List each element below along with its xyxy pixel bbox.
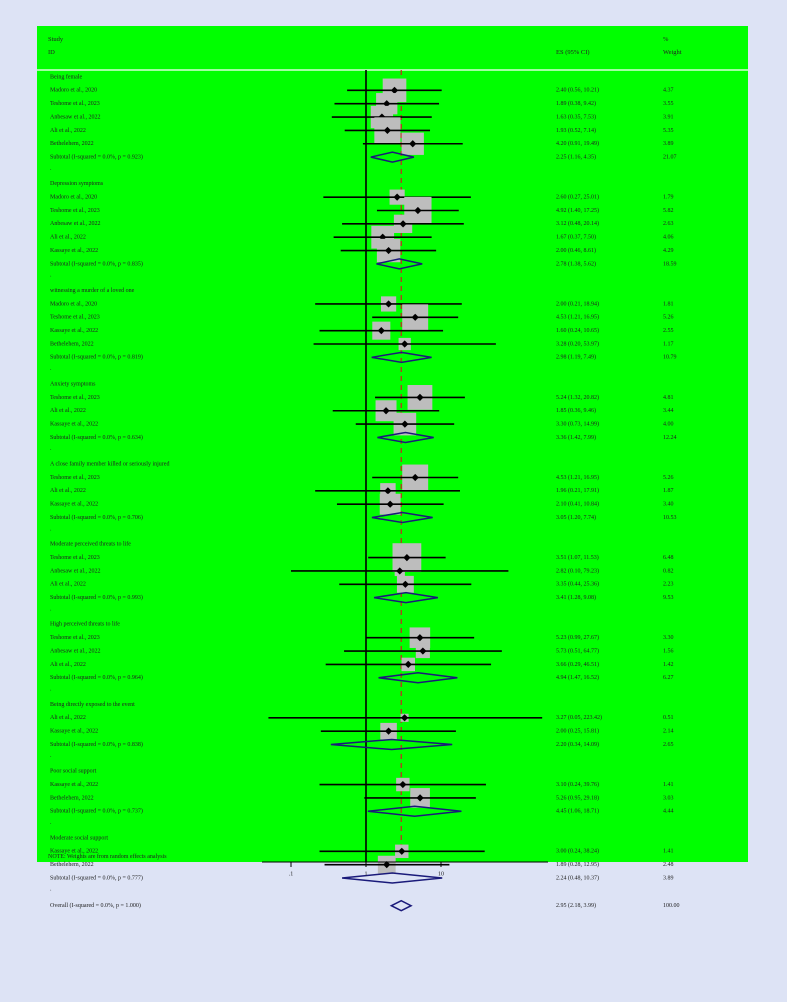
es-ci-text: 4.53 (1.21, 16.95): [556, 474, 599, 481]
weight-text: 1.56: [663, 648, 674, 655]
es-ci-text: 3.35 (0.44, 25.36): [556, 581, 599, 588]
es-ci-text: 1.89 (0.28, 12.95): [556, 862, 599, 869]
header-es: ES (95% CI): [556, 49, 590, 56]
subtotal-es-text: 2.24 (0.48, 10.37): [556, 875, 599, 882]
study-label: Kassaye et al., 2022: [50, 781, 99, 788]
weight-text: 6.48: [663, 554, 674, 561]
weight-text: 4.00: [663, 421, 674, 428]
study-label: Ali et al., 2022: [50, 581, 86, 588]
subtotal-weight-text: 18.59: [663, 261, 677, 268]
subtotal-label: Subtotal (I-squared = 0.0%, p = 0.737): [50, 808, 143, 815]
subtotal-weight-text: 3.89: [663, 875, 674, 882]
subtotal-weight-text: 2.65: [663, 741, 674, 748]
study-label: Kassaye et al., 2022: [50, 328, 99, 335]
es-ci-text: 2.00 (0.25, 15.81): [556, 728, 599, 735]
es-ci-text: 1.67 (0.37, 7.50): [556, 234, 596, 241]
study-label: Ali et al., 2022: [50, 408, 86, 415]
header-id: ID: [48, 49, 55, 56]
axis-tick-label: 1: [364, 871, 368, 878]
es-ci-text: 5.24 (1.32, 20.82): [556, 394, 599, 401]
subtotal-label: Subtotal (I-squared = 0.0%, p = 0.777): [50, 875, 143, 882]
es-ci-text: 3.12 (0.48, 20.14): [556, 221, 599, 228]
weight-text: 2.23: [663, 581, 674, 588]
study-label: Anbesaw et al., 2022: [50, 221, 101, 228]
overall-label: Overall (I-squared = 0.0%, p = 1.000): [50, 903, 141, 910]
study-label: Anbesaw et al., 2022: [50, 568, 101, 575]
subtotal-es-text: 4.45 (1.06, 18.71): [556, 808, 599, 815]
weight-text: 5.26: [663, 314, 674, 321]
spacer-dot: .: [50, 366, 52, 373]
es-ci-text: 2.60 (0.27, 25.01): [556, 194, 599, 201]
study-label: Teshome et al., 2023: [50, 394, 100, 401]
subtotal-label: Subtotal (I-squared = 0.0%, p = 0.706): [50, 514, 143, 521]
study-label: Bethelehem, 2022: [50, 141, 94, 148]
es-ci-text: 3.28 (0.20, 53.97): [556, 341, 599, 348]
study-label: Kassaye et al., 2022: [50, 247, 99, 254]
header-study: Study: [48, 36, 64, 43]
weight-text: 2.63: [663, 221, 674, 228]
weight-text: 1.79: [663, 194, 674, 201]
weight-text: 1.81: [663, 301, 674, 308]
study-label: Ali et al., 2022: [50, 715, 86, 722]
es-ci-text: 1.63 (0.35, 7.53): [556, 114, 596, 121]
subtotal-es-text: 2.25 (1.16, 4.35): [556, 154, 596, 161]
note-text: NOTE: Weights are from random effects analysis: [48, 854, 167, 860]
es-ci-text: 5.23 (0.99, 27.67): [556, 635, 599, 642]
overall-weight-text: 100.00: [663, 903, 680, 910]
weight-text: 1.17: [663, 341, 674, 348]
study-label: Ali et al., 2022: [50, 488, 86, 495]
subtotal-weight-text: 21.07: [663, 154, 677, 161]
weight-text: 3.30: [663, 635, 674, 642]
subtotal-weight-text: 12.24: [663, 434, 677, 441]
es-ci-text: 2.82 (0.10, 79.23): [556, 568, 599, 575]
es-ci-text: 3.30 (0.73, 14.99): [556, 421, 599, 428]
weight-text: 3.55: [663, 101, 674, 108]
axis-tick-label: .1: [288, 871, 294, 878]
weight-text: 2.55: [663, 328, 674, 335]
study-label: Madoro et al., 2020: [50, 194, 98, 201]
weight-text: 5.82: [663, 207, 674, 214]
weight-text: 4.37: [663, 87, 674, 94]
es-ci-text: 3.27 (0.05, 223.42): [556, 715, 602, 722]
weight-text: 2.14: [663, 728, 674, 735]
subtotal-es-text: 4.94 (1.47, 16.52): [556, 675, 599, 682]
es-ci-text: 1.89 (0.38, 9.42): [556, 101, 596, 108]
es-ci-text: 2.00 (0.46, 8.61): [556, 247, 596, 254]
study-label: Madoro et al., 2020: [50, 87, 98, 94]
es-ci-text: 4.53 (1.21, 16.95): [556, 314, 599, 321]
es-ci-text: 5.26 (0.95, 29.18): [556, 795, 599, 802]
axis-tick-label: 10: [438, 871, 444, 878]
study-label: Teshome et al., 2023: [50, 101, 100, 108]
study-label: Kassaye et al., 2022: [50, 728, 99, 735]
subtotal-label: Subtotal (I-squared = 0.0%, p = 0.835): [50, 261, 143, 268]
subtotal-es-text: 2.98 (1.19, 7.49): [556, 354, 596, 361]
weight-text: 3.44: [663, 408, 674, 415]
study-label: Bethelehem, 2022: [50, 795, 94, 802]
group-heading: Being directly exposed to the event: [50, 701, 135, 708]
weight-text: 0.82: [663, 568, 674, 575]
subtotal-label: Subtotal (I-squared = 0.0%, p = 0.634): [50, 434, 143, 441]
group-heading: A close family member killed or seriously injured: [50, 461, 170, 468]
spacer-dot: .: [50, 606, 52, 613]
header-weight: Weight: [663, 49, 682, 56]
group-heading: Moderate perceived threats to life: [50, 541, 131, 548]
group-heading: High perceived threats to life: [50, 621, 120, 628]
subtotal-label: Subtotal (I-squared = 0.0%, p = 0.819): [50, 354, 143, 361]
study-label: Teshome et al., 2023: [50, 474, 100, 481]
study-label: Anbesaw et al., 2022: [50, 648, 101, 655]
es-ci-text: 5.73 (0.51, 64.77): [556, 648, 599, 655]
es-ci-text: 4.20 (0.91, 19.49): [556, 141, 599, 148]
subtotal-weight-text: 6.27: [663, 675, 674, 682]
study-label: Teshome et al., 2023: [50, 554, 100, 561]
group-heading: Poor social support: [50, 768, 97, 775]
subtotal-weight-text: 4.44: [663, 808, 674, 815]
es-ci-text: 1.85 (0.36, 9.46): [556, 408, 596, 415]
weight-text: 4.29: [663, 247, 674, 254]
subtotal-es-text: 2.78 (1.38, 5.62): [556, 261, 596, 268]
es-ci-text: 3.51 (1.07, 11.53): [556, 554, 599, 561]
es-ci-text: 1.60 (0.24, 10.65): [556, 328, 599, 335]
weight-text: 1.42: [663, 661, 674, 668]
study-label: Kassaye et al., 2022: [50, 848, 99, 855]
subtotal-es-text: 3.36 (1.42, 7.99): [556, 434, 596, 441]
es-ci-text: 2.00 (0.21, 18.94): [556, 301, 599, 308]
study-label: Teshome et al., 2023: [50, 635, 100, 642]
group-heading: Being female: [50, 74, 83, 81]
weight-text: 4.06: [663, 234, 674, 241]
subtotal-label: Subtotal (I-squared = 0.0%, p = 0.923): [50, 154, 143, 161]
study-label: Teshome et al., 2023: [50, 314, 100, 321]
subtotal-label: Subtotal (I-squared = 0.0%, p = 0.993): [50, 595, 143, 602]
study-label: Kassaye et al., 2022: [50, 501, 99, 508]
study-label: Ali et al., 2022: [50, 127, 86, 134]
spacer-dot: .: [50, 446, 52, 453]
es-ci-text: 2.10 (0.41, 10.84): [556, 501, 599, 508]
subtotal-es-text: 3.05 (1.20, 7.74): [556, 514, 596, 521]
subtotal-weight-text: 10.79: [663, 354, 677, 361]
spacer-dot: .: [50, 686, 52, 693]
subtotal-label: Subtotal (I-squared = 0.0%, p = 0.964): [50, 675, 143, 682]
es-ci-text: 2.40 (0.56, 10.21): [556, 87, 599, 94]
subtotal-weight-text: 9.53: [663, 595, 674, 602]
es-ci-text: 3.10 (0.24, 39.76): [556, 781, 599, 788]
weight-text: 2.48: [663, 862, 674, 869]
spacer-dot: .: [50, 753, 52, 760]
group-heading: witnessing a murder of a loved one: [50, 287, 135, 294]
study-label: Madoro et al., 2020: [50, 301, 98, 308]
study-label: Bethelehem, 2022: [50, 341, 94, 348]
study-label: Kassaye et al., 2022: [50, 421, 99, 428]
group-heading: Anxiety symptoms: [50, 381, 96, 388]
subtotal-es-text: 2.20 (0.34, 14.09): [556, 741, 599, 748]
group-heading: Moderate social support: [50, 835, 108, 842]
subtotal-es-text: 3.41 (1.28, 9.08): [556, 595, 596, 602]
weight-text: 5.35: [663, 127, 674, 134]
es-ci-text: 4.92 (1.40, 17.25): [556, 207, 599, 214]
weight-text: 0.51: [663, 715, 674, 722]
weight-text: 3.03: [663, 795, 674, 802]
es-ci-text: 3.66 (0.29, 46.51): [556, 661, 599, 668]
study-label: Anbesaw et al., 2022: [50, 114, 101, 121]
es-ci-text: 3.00 (0.24, 38.24): [556, 848, 599, 855]
weight-text: 1.41: [663, 781, 674, 788]
study-label: Ali et al., 2022: [50, 661, 86, 668]
es-ci-text: 1.96 (0.21, 17.91): [556, 488, 599, 495]
study-label: Ali et al., 2022: [50, 234, 86, 241]
spacer-dot: .: [50, 886, 52, 893]
weight-text: 5.26: [663, 474, 674, 481]
spacer-dot: .: [50, 272, 52, 279]
study-label: Teshome et al., 2023: [50, 207, 100, 214]
weight-text: 3.40: [663, 501, 674, 508]
header-pct: %: [663, 36, 669, 43]
weight-text: 3.89: [663, 141, 674, 148]
weight-text: 1.87: [663, 488, 674, 495]
weight-text: 4.81: [663, 394, 674, 401]
spacer-dot: .: [50, 819, 52, 826]
spacer-dot: .: [50, 526, 52, 533]
subtotal-weight-text: 10.53: [663, 514, 677, 521]
spacer-dot: .: [50, 165, 52, 172]
es-ci-text: 1.93 (0.52, 7.14): [556, 127, 596, 134]
subtotal-label: Subtotal (I-squared = 0.0%, p = 0.838): [50, 741, 143, 748]
weight-text: 3.91: [663, 114, 674, 121]
overall-es-text: 2.95 (2.18, 3.99): [556, 903, 596, 910]
study-label: Bethelehem, 2022: [50, 862, 94, 869]
group-heading: Depression symptoms: [50, 181, 104, 188]
weight-text: 1.41: [663, 848, 674, 855]
